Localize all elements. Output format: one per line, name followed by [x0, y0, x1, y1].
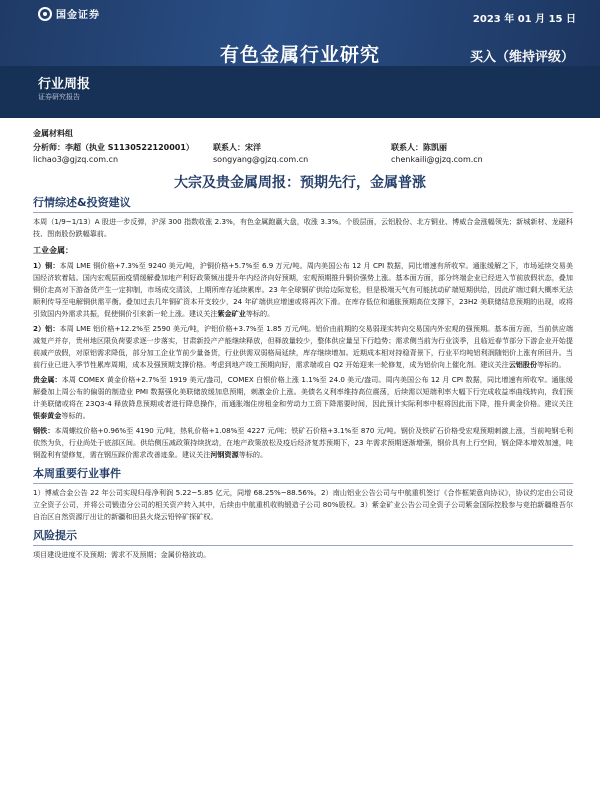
- copper-lead: 1）铜：: [33, 261, 60, 270]
- team-name: 金属材料组: [33, 129, 73, 138]
- steel-paragraph: [33, 425, 573, 461]
- contact-label: 联系人：: [391, 143, 423, 152]
- industrial-metals-heading: 工业金属：: [33, 246, 73, 255]
- logo-text: 国金证券: [56, 10, 100, 21]
- analyst-email[interactable]: lichao3@gjzq.com.cn: [33, 155, 119, 164]
- report-date: 2023 年 01 月 15 日: [472, 14, 576, 25]
- section-heading-market: 行情综述&投资建议: [33, 196, 131, 209]
- steel-recommendation: 河钢资源: [210, 450, 239, 459]
- analyst-name: 李超（执业 S1130522120001）: [65, 143, 194, 152]
- contact-1: [213, 142, 308, 166]
- aluminum-tail: 等标的。: [537, 360, 566, 369]
- copper-tail: 等标的。: [245, 309, 275, 318]
- events-paragraph: 1）博威合金公告 22 年公司实现归母净利润 5.22~5.85 亿元，同增 68.25%~88.56%。2）南山铝业公告公司与中航重机签订《合作框架意向协议》，协议约定由公司设立全资子公司，并将公司锻造分公司的相关资产转入其中，后续由中航重机收购锻造子公司 80%股权。3）紫金矿业公告公司全资子公司紫金国际控股参与竞拍新疆维吾尔自治区自然资源厅出让的新疆和田县火烧云铅锌矿探矿权。: [33, 488, 573, 521]
- section-divider: [33, 212, 573, 213]
- industry-title: 有色金属行业研究: [219, 44, 380, 66]
- section-heading-risk: 风险提示: [33, 529, 77, 542]
- report-subtype: 证券研究报告: [38, 93, 80, 101]
- analyst-primary: [33, 142, 194, 166]
- aluminum-lead: 2）铝：: [33, 324, 60, 333]
- copper-paragraph: [33, 260, 573, 320]
- steel-body: 本周螺纹价格+0.96%至 4190 元/吨，热轧价格+1.08%至 4227 元/吨；铁矿石价格+3.1%至 870 元/吨。钢价及铁矿石价格受宏观预期刺激上涨，当前吨钢毛利依然为负，行业尚处于底部区间。供给侧压减政策持续扰动，在地产政策放松及疫后经济复苏预期下，23 年需求预期逐渐增强，钢价具有上行空间，钢企降本增效加速，吨钢盈利有望修复，需在钢压踩价需求改善迹象。建议关注: [33, 426, 574, 459]
- contact-name: 陈凯丽: [423, 143, 447, 152]
- copper-recommendation: 紫金矿业: [217, 309, 246, 318]
- aluminum-paragraph: [33, 323, 573, 371]
- gold-lead: 贵金属：: [33, 375, 62, 384]
- report-header: [0, 0, 600, 118]
- steel-tail: 等标的。: [238, 450, 268, 459]
- report-type: 行业周报: [38, 77, 91, 92]
- analyst-label: 分析师：: [33, 143, 65, 152]
- rating-badge: 买入（维持评级）: [469, 50, 574, 65]
- analyst-grid: [33, 142, 573, 168]
- gold-tail: 等标的。: [61, 411, 90, 420]
- aluminum-body: 本周 LME 铝价格+12.2%至 2590 美元/吨，沪铝价格+3.7%至 1.85 万元/吨。铝价由前期的交易弱现实转向交易国内外宏观的强预期。基本面方面，当前供应端减复产并存，贵州地区限负荷要求逐一步落实，甘肃新投产产能继续释放，但释放量较少，整体供应量呈下行趋势；需求侧当前为行业淡季，且临近春节部分下游企业开始提前减产放假，对原铝需求降低，部分加工企业节前少量备货，行业供需双弱格局延续，库存继续增加。近期成本相对持稳背景下，行业平均吨铝利润随铝价上涨有所回升。当前行业已进入季节性累库周期，成本及强预期支撑价格。考虑到地产竣工预期向好，需求端或自 Q2 开始迎来一轮修复，成为铝价向上催化剂。建议关注: [33, 324, 573, 369]
- contact-label: 联系人：: [213, 143, 245, 152]
- company-logo: [38, 6, 100, 21]
- risk-paragraph: 项目建设进度不及预期；需求不及预期；金属价格波动。: [33, 550, 211, 559]
- contact-email[interactable]: songyang@gjzq.com.cn: [213, 155, 309, 164]
- copper-body: 本周 LME 铜价格+7.3%至 9240 美元/吨，沪铜价格+5.7%至 6.9 万元/吨。周内美国公布 12 月 CPI 数据，同比增速有所收窄。通胀缓解之下，市场延续交易美国经济软着陆。国内宏观层面疫情缓解叠加地产利好政策频出提升年内经济向好预期，宏观预期推升铜价强势上涨。基本面方面，部分终端企业已经进入节前放假状态，叠加铜价走高对下游备货产生一定抑制，市场成交清淡，上期所库存延续累库。23 年全球铜矿供给边际宽松，但是极端天气有可能扰动矿端短期供给，因此矿端过剩大概率无法顺利传导至电解铜供需平衡。叠加过去几年铜矿资本开支较少，24 年矿端供应增速或将再次下滑。在库存低位和通胀预期高位支撑下，23H2 美联储结息预期的出现，或将引致国内外需求共振，促使铜价引来新一轮上涨。建议关注: [33, 261, 573, 318]
- aluminum-recommendation: 云铝股份: [508, 360, 538, 369]
- report-body: [33, 196, 573, 561]
- precious-metals-paragraph: [33, 374, 573, 422]
- section-divider: [33, 545, 573, 546]
- contact-email[interactable]: chenkaili@gjzq.com.cn: [391, 155, 483, 164]
- section-divider: [33, 483, 573, 484]
- steel-lead: 钢铁：: [33, 426, 55, 435]
- logo-mark-icon: [38, 7, 52, 21]
- contact-name: 宋洋: [245, 143, 261, 152]
- analyst-block: [33, 128, 573, 168]
- contact-2: [391, 142, 483, 166]
- report-main-title: 大宗及贵金属周报：预期先行，金属普涨: [174, 175, 426, 191]
- gold-recommendation: 银泰黄金: [33, 411, 62, 420]
- market-intro: 本周（1/9~1/13）A 股进一步反弹，沪深 300 指数收涨 2.3%，有色金属跑赢大盘，收涨 3.3%。个股层面，云铝股份、北方铜业、博威合金涨幅领先；新城新材、龙磁科技、图南股份跌幅靠前。: [33, 217, 573, 238]
- section-heading-events: 本周重要行业事件: [33, 467, 121, 480]
- gold-body: 本周 COMEX 黄金价格+2.7%至 1919 美元/盎司，COMEX 白银价格上涨 1.1%至 24.0 美元/盎司。周内美国公布 12 月 CPI 数据，同比增速有所收窄。通胀缓解叠加上周公布的偏弱的制造业 PMI 数据强化美联储放缓加息预期，刺激金价上涨。美债名义利率维持高位震荡，后续需以短端利率大幅下行完成收益率曲线转向，我们预计美联储或将在 23Q3-4 释放降息预期或者进行降息操作，而通胀端住房租金和劳动力工资下降需要时间，因此预计实际利率中枢将因此而下降，推升黄金价格。建议关注: [33, 375, 573, 408]
